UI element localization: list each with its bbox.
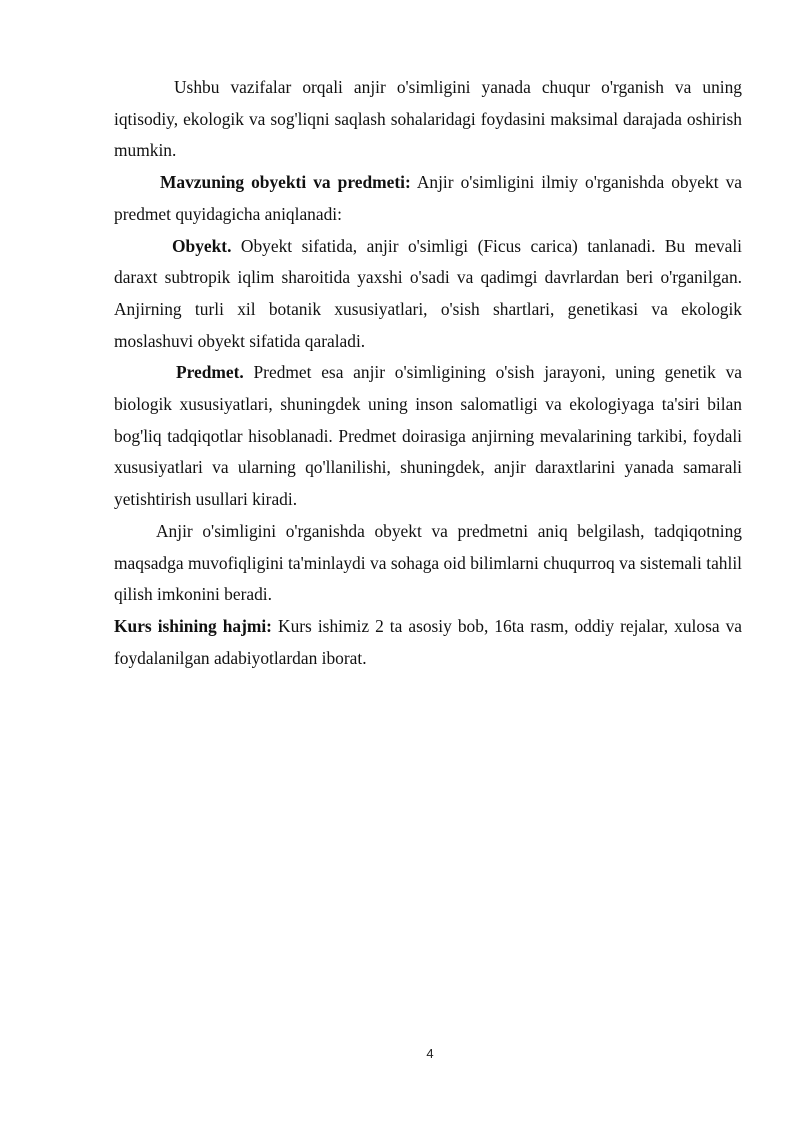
page-number: 4 [426, 1046, 434, 1061]
paragraph-text: Obyekt sifatida, anjir o'simligi (Ficus carica) tanlanadi. Bu mevali daraxt subtropik iqlim sharoitida yaxshi o'sadi va qadimgi davrlardan beri o'rganilgan. Anjirning turli xil botanik xususiyatlari, o'sish shartlari, genetikasi va ekologik moslashuvi obyekt sifatida qaraladi. [114, 235, 742, 351]
term-object: Obyekt. [172, 235, 232, 256]
paragraph-text: Kurs ishimiz 2 ta asosiy bob, 16ta rasm, oddiy rejalar, xulosa va foydalanilgan adabiyotlardan iborat. [114, 615, 742, 668]
paragraph-subject [114, 357, 742, 516]
paragraph-text: Anjir o'simligini ilmiy o'rganishda obyekt va predmet quyidagicha aniqlanadi: [114, 172, 742, 224]
paragraph-tasks-summary [114, 72, 742, 167]
section-heading-course-volume: Kurs ishining hajmi: [114, 615, 272, 636]
paragraph-text: Predmet esa anjir o'simligining o'sish jarayoni, uning genetik va biologik xususiyatlari, shuningdek uning inson salomatligi va ekologiyaga ta'siri bilan bog'liq tadqiqotlar hisoblanadi. Predmet doirasiga anjirning mevalarining tarkibi, foydali xususiyatlari va ularning qo'llanilishi, shuningdek, anjir daraxtlarini yanada samarali yetishtirish usullari kiradi. [114, 362, 742, 510]
paragraph-text: Ushbu vazifalar orqali anjir o'simligini yanada chuqur o'rganish va uning iqtisodiy, ekologik va sog'liqni saqlash sohalaridagi foydasini maksimal darajada oshirish mumkin. [114, 77, 742, 161]
paragraph-text: Anjir o'simligini o'rganishda obyekt va predmetni aniq belgilash, tadqiqotning maqsadga muvofiqligini ta'minlaydi va sohaga oid bilimlarni chuqurroq va sistemali tahlil qilish imkonini beradi. [114, 520, 742, 605]
paragraph-conclusion [114, 516, 742, 611]
section-heading-object-subject: Mavzuning obyekti va predmeti: [160, 172, 411, 193]
paragraph-course-volume [114, 611, 742, 674]
paragraph-object-and-subject [114, 167, 742, 230]
page-body [114, 72, 742, 674]
term-subject: Predmet. [176, 362, 244, 383]
paragraph-object [114, 231, 742, 358]
